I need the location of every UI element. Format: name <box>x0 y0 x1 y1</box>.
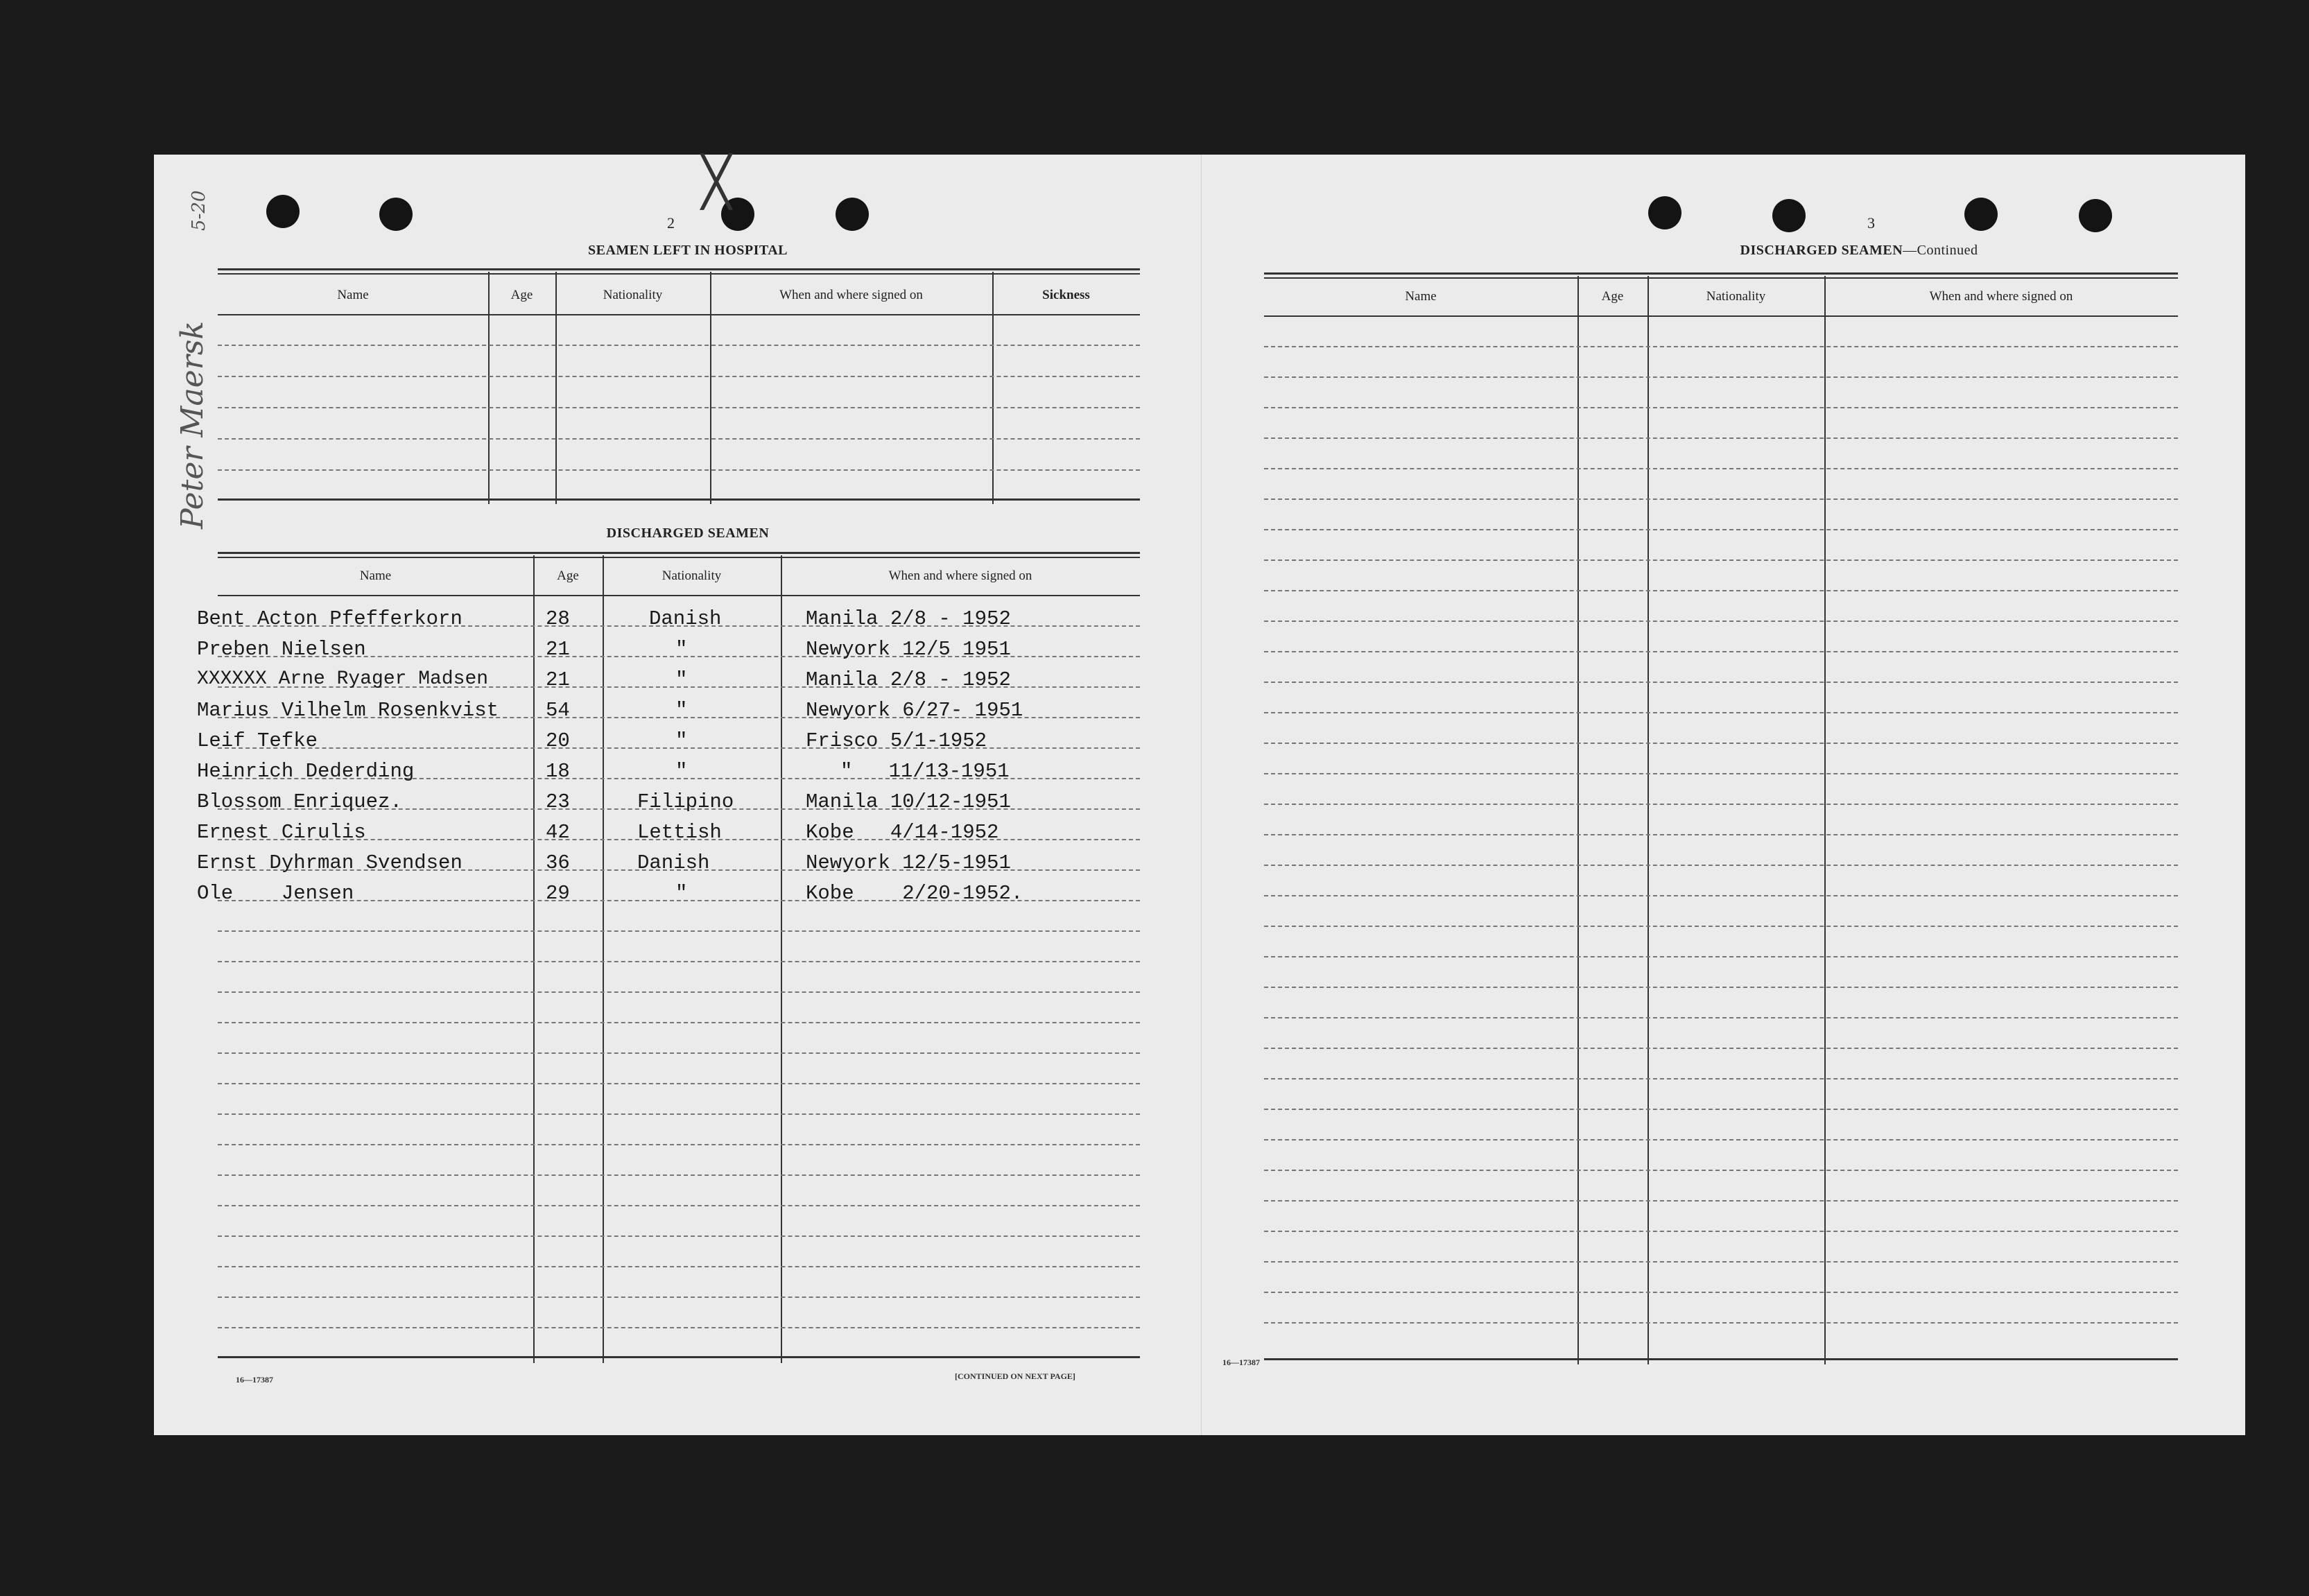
discharged-section-title: DISCHARGED SEAMEN <box>606 526 770 541</box>
punch-hole <box>1964 198 1998 231</box>
page-number: 2 <box>667 214 675 232</box>
seaman-age: 42 <box>546 821 570 844</box>
seaman-nationality: " <box>675 882 688 905</box>
col-header-name: Name <box>359 569 392 583</box>
seaman-age: 28 <box>546 607 570 630</box>
seaman-age: 36 <box>546 851 570 874</box>
col-header-age: Age <box>510 288 533 302</box>
seaman-age: 54 <box>546 699 570 722</box>
title-suffix: —Continued <box>1903 243 1978 258</box>
col-header-signed-on: When and where signed on <box>1929 289 2073 304</box>
punch-hole <box>836 198 869 231</box>
seaman-signed-on: Manila 10/12-1951 <box>806 790 1011 813</box>
seaman-name: XXXXXX Arne Ryager Madsen <box>197 668 489 690</box>
seaman-nationality: Filipino <box>637 790 734 813</box>
title-main: DISCHARGED SEAMEN <box>1740 243 1903 258</box>
seaman-signed-on: Frisco 5/1-1952 <box>806 729 987 752</box>
seaman-age: 18 <box>546 760 570 783</box>
page-2 <box>154 155 1201 1435</box>
seaman-nationality: " <box>675 638 688 661</box>
seaman-name: Blossom Enriquez. <box>197 790 402 813</box>
seaman-name: Ernest Cirulis <box>197 821 366 844</box>
seaman-age: 20 <box>546 729 570 752</box>
seaman-nationality: " <box>675 699 688 722</box>
seaman-age: 21 <box>546 638 570 661</box>
seaman-name: Bent Acton Pfefferkorn <box>197 607 462 630</box>
seaman-age: 23 <box>546 790 570 813</box>
col-header-signed-on: When and where signed on <box>888 569 1032 583</box>
col-header-nationality: Nationality <box>661 569 722 583</box>
col-header-signed-on: When and where signed on <box>779 288 923 302</box>
form-number: 16—17387 <box>1222 1358 1260 1367</box>
seaman-nationality: Danish <box>637 851 710 874</box>
seaman-signed-on: Manila 2/8 - 1952 <box>806 668 1011 691</box>
page-number: 3 <box>1867 214 1875 232</box>
seaman-age: 21 <box>546 668 570 691</box>
col-header-age: Age <box>557 569 579 583</box>
seaman-signed-on: Manila 2/8 - 1952 <box>806 607 1011 630</box>
discharged-continued-title <box>1740 243 1978 259</box>
continued-note: [CONTINUED ON NEXT PAGE] <box>955 1371 1075 1381</box>
punch-hole <box>266 195 300 228</box>
seaman-name: Ernst Dyhrman Svendsen <box>197 851 462 874</box>
seaman-name: Preben Nielsen <box>197 638 366 661</box>
seaman-nationality: " <box>675 729 688 752</box>
x-mark-icon: ╳ <box>702 153 732 210</box>
col-header-nationality: Nationality <box>1706 289 1766 304</box>
seaman-signed-on: " 11/13-1951 <box>840 760 1010 783</box>
seaman-name: Marius Vilhelm Rosenkvist <box>197 699 499 722</box>
seaman-nationality: Lettish <box>637 821 722 844</box>
seaman-nationality: " <box>675 760 688 783</box>
hospital-table <box>218 268 1140 504</box>
margin-handwriting-small: 5-20 <box>189 190 209 231</box>
seaman-name: Ole Jensen <box>197 882 354 905</box>
punch-hole <box>1648 196 1681 229</box>
seaman-age: 29 <box>546 882 570 905</box>
page-3 <box>1201 155 2246 1435</box>
seaman-signed-on: Newyork 12/5 1951 <box>806 638 1011 661</box>
col-header-sickness: Sickness <box>1042 288 1090 302</box>
form-number: 16—17387 <box>236 1375 273 1385</box>
punch-hole <box>1772 199 1806 232</box>
seaman-name: Leif Tefke <box>197 729 318 752</box>
seaman-signed-on: Kobe 2/20-1952. <box>806 882 1023 905</box>
seaman-nationality: " <box>675 668 688 691</box>
seaman-nationality: Danish <box>649 607 722 630</box>
col-header-name: Name <box>337 288 369 302</box>
col-header-nationality: Nationality <box>603 288 663 302</box>
discharged-continued-table <box>1264 272 2178 1364</box>
seaman-signed-on: Newyork 6/27- 1951 <box>806 699 1023 722</box>
punch-hole <box>2079 199 2112 232</box>
document-paper <box>154 155 2245 1435</box>
seaman-name: Heinrich Dederding <box>197 760 415 783</box>
margin-handwriting: Peter Maersk <box>175 320 210 529</box>
seaman-signed-on: Newyork 12/5-1951 <box>806 851 1011 874</box>
seaman-signed-on: Kobe 4/14-1952 <box>806 821 999 844</box>
hospital-section-title: SEAMEN LEFT IN HOSPITAL <box>587 243 788 258</box>
punch-hole <box>379 198 413 231</box>
col-header-name: Name <box>1405 289 1437 304</box>
col-header-age: Age <box>1601 289 1624 304</box>
